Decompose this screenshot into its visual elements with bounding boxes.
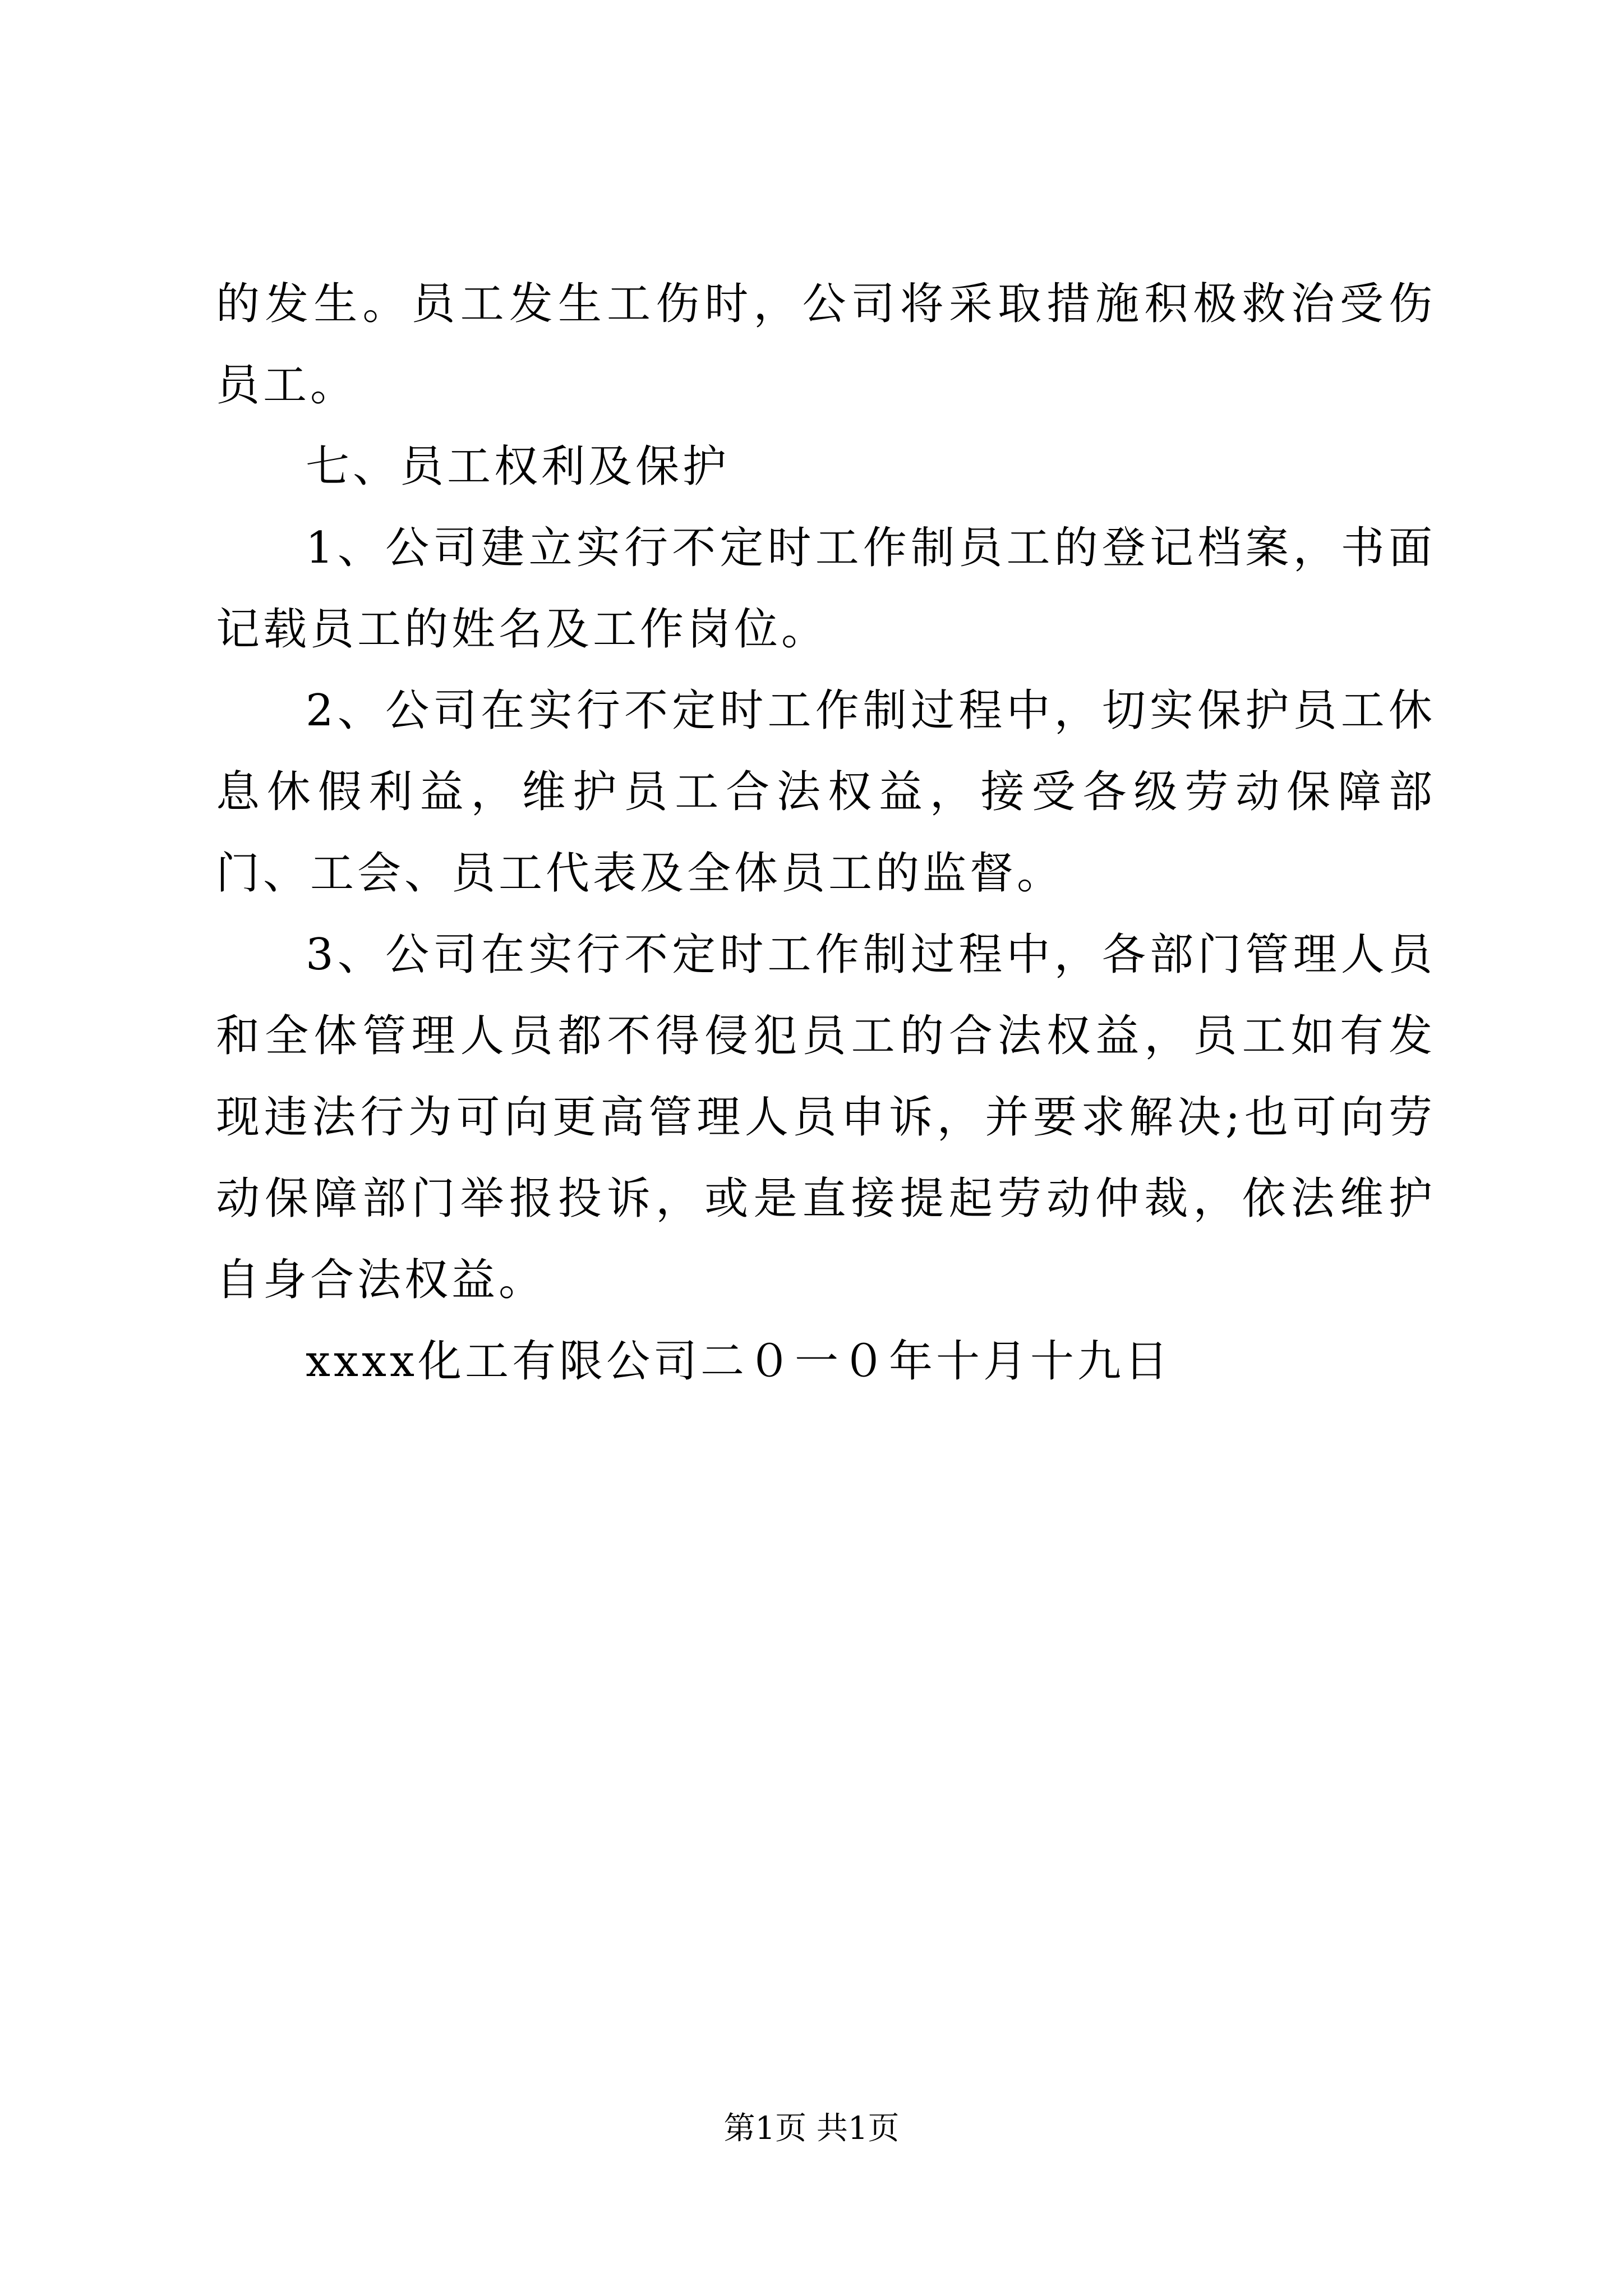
paragraph-continuation: 的发生。员工发生工伤时，公司将采取措施积极救治受伤员工。: [216, 279, 1436, 411]
page-footer: 第1页 共1页: [723, 2110, 900, 2147]
section-heading-employee-rights: 七、员工权利及保护: [306, 441, 730, 492]
paragraph-item-3: 3、公司在实行不定时工作制过程中，各部门管理人员和全体管理人员都不得侵犯员工的合法权益，员工如有发现违法行为可向更高管理人员申诉，并要求解决;也可向劳动保障部门举报投诉，或是直接提起劳动仲裁，依法维护自身合法权益。: [216, 930, 1436, 1305]
document-body: [216, 264, 1436, 1402]
paragraph-item-2: 2、公司在实行不定时工作制过程中，切实保护员工休息休假利益，维护员工合法权益，接受各级劳动保障部门、工会、员工代表及全体员工的监督。: [216, 685, 1436, 899]
company-signature-date: xxxx化工有限公司二０一０年十月十九日: [306, 1336, 1172, 1387]
paragraph-item-1: 1、公司建立实行不定时工作制员工的登记档案，书面记载员工的姓名及工作岗位。: [216, 523, 1436, 655]
